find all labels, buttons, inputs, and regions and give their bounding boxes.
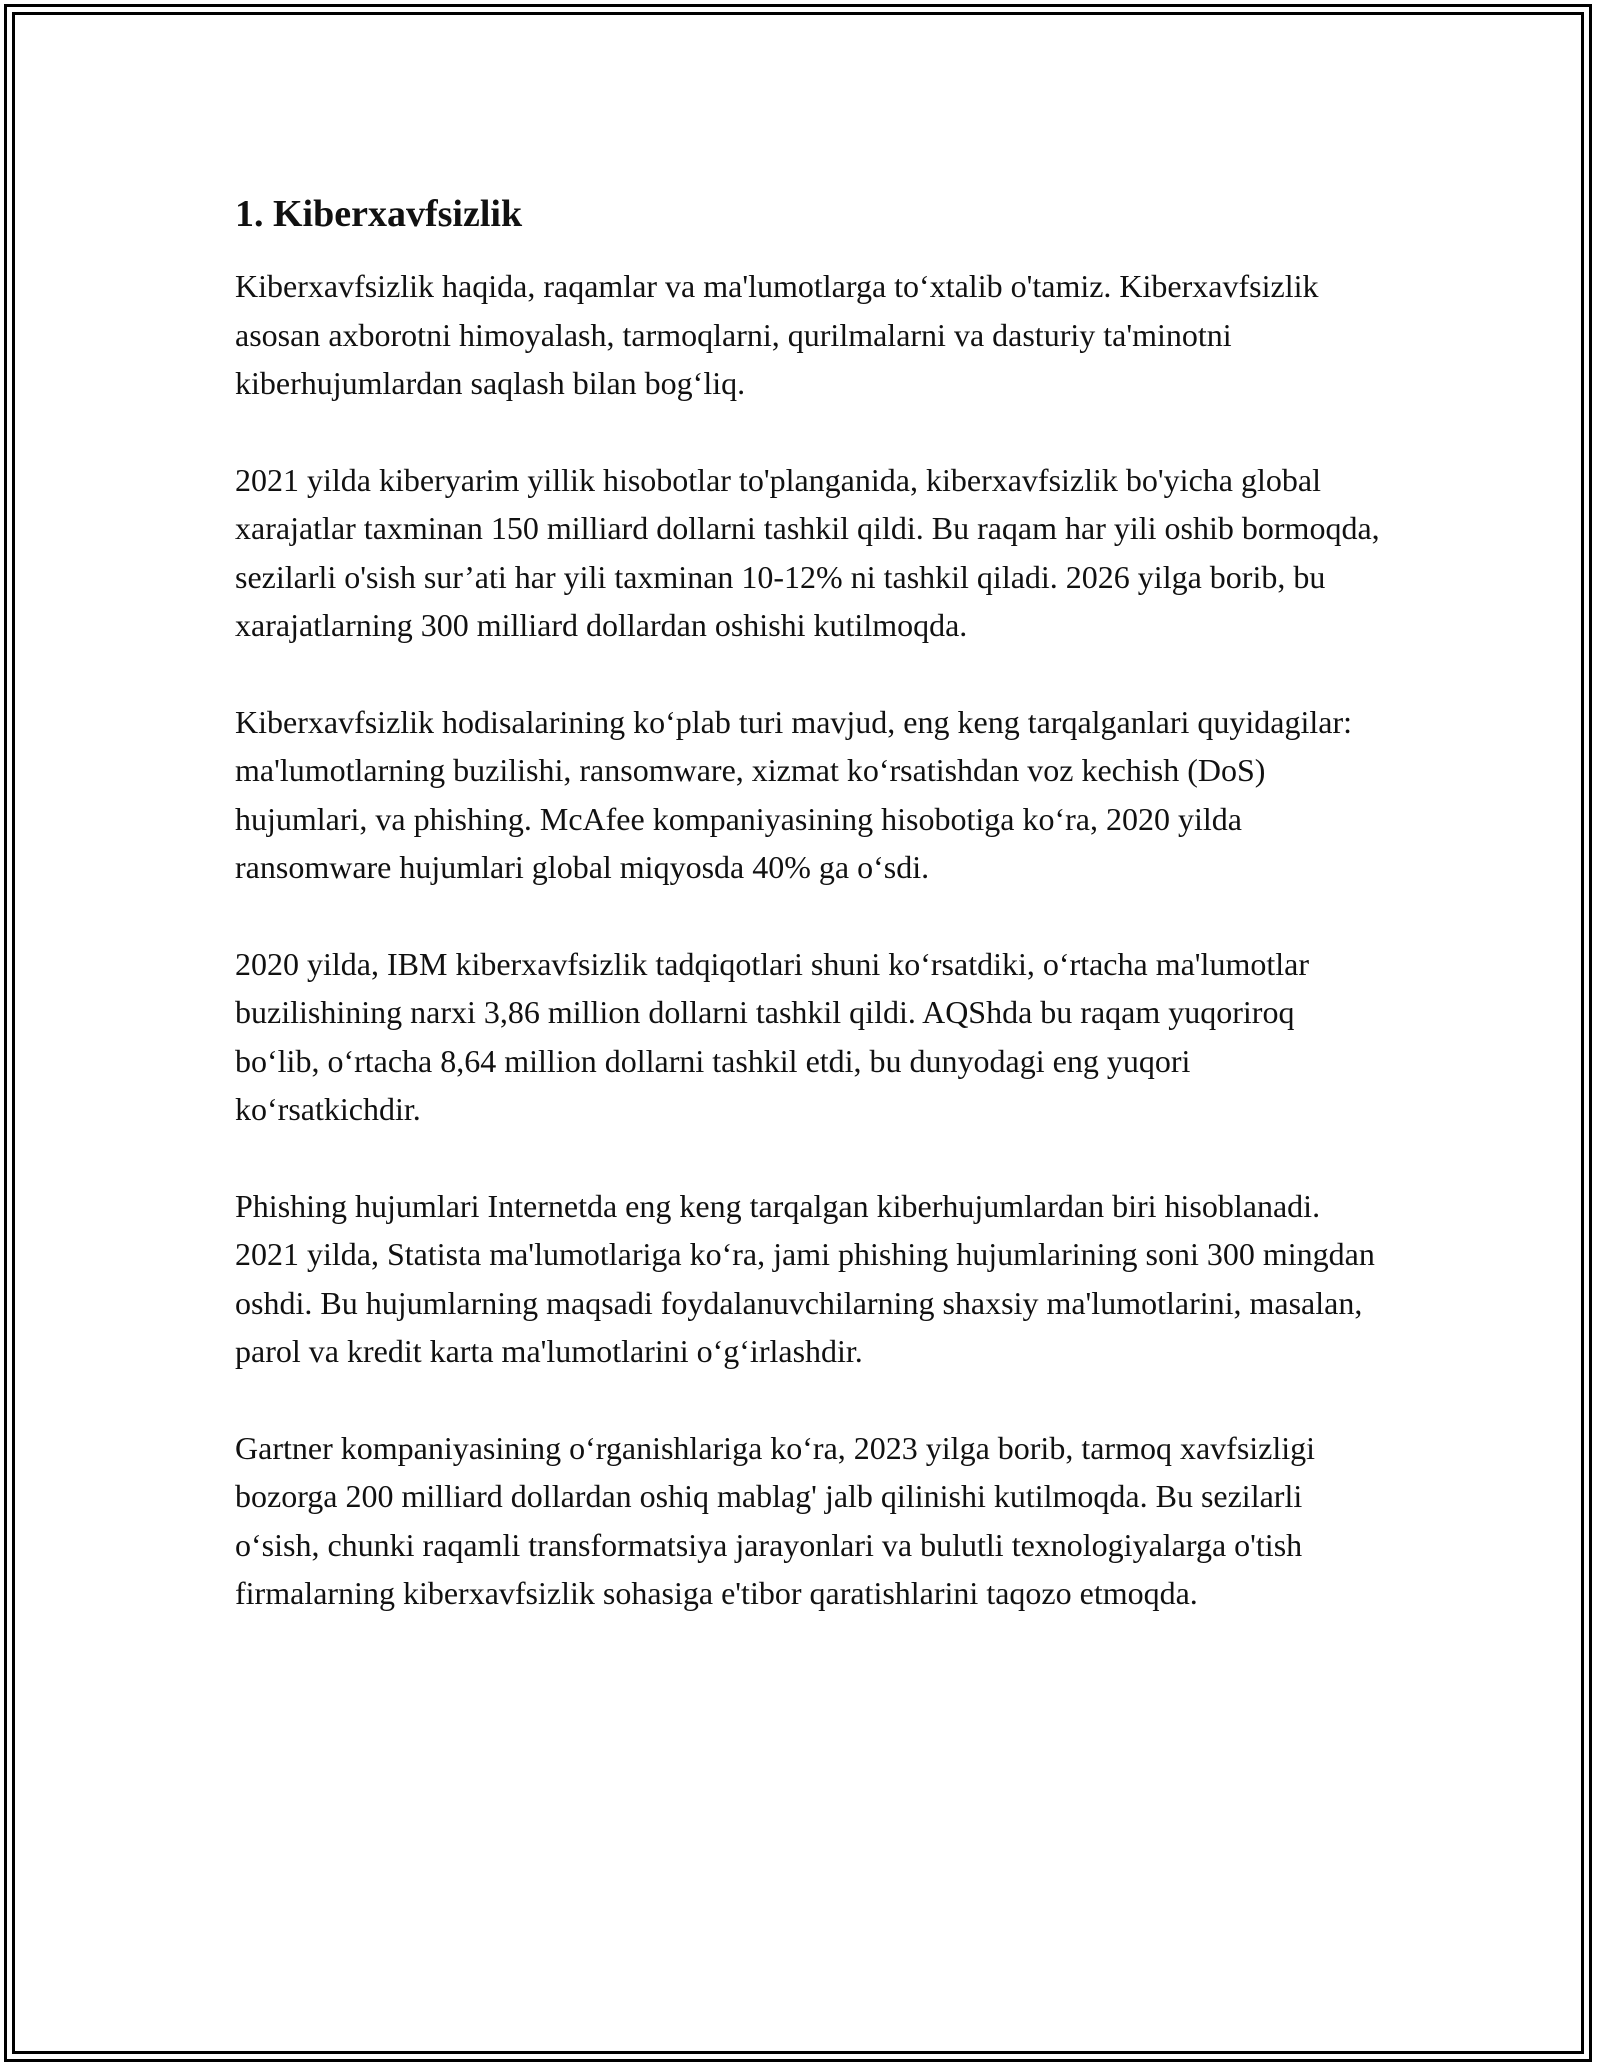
- paragraph-intro: Kiberxavfsizlik haqida, raqamlar va ma'lumotlarga to‘xtalib o'tamiz. Kiberxavfsizlik asosan axborotni himoyalash, tarmoqlarni, qurilmalarni va dasturiy ta'minotni kiberhujumlardan saqlash bilan bog‘liq.: [235, 268, 1319, 401]
- paragraph-phishing: Phishing hujumlari Internetda eng keng tarqalgan kiberhujumlardan biri hisoblanadi. 2021 yilda, Statista ma'lumotlariga ko‘ra, jami phishing hujumlarining soni 300 mingdan oshdi. Bu hujumlarning maqsadi foydalanuvchilarning shaxsiy ma'lumotlarini, masalan, parol va kredit karta ma'lumotlarini o‘g‘irlashdir.: [235, 1187, 1375, 1369]
- paragraph-spending: 2021 yilda kiberyarim yillik hisobotlar to'planganida, kiberxavfsizlik bo'yicha global xarajatlar taxminan 150 milliard dollarni tashkil qildi. Bu raqam har yili oshib bormoqda, sezilarli o'sish sur’ati har yili taxminan 10-12% ni tashkil qiladi. 2026 yilga borib, bu xarajatlarning 300 milliard dollardan oshishi kutilmoqda.: [235, 461, 1380, 643]
- paragraph-incident-types: Kiberxavfsizlik hodisalarining ko‘plab turi mavjud, eng keng tarqalganlari quyidagilar: ma'lumotlarning buzilishi, ransomware, xizmat ko‘rsatishdan voz kechish (DoS) hujumlari, va phishing. McAfee kompaniyasining hisobotiga ko‘ra, 2020 yilda ransomware hujumlari global miqyosda 40% ga o‘sdi.: [235, 703, 1353, 885]
- paragraph-breach-cost: 2020 yilda, IBM kiberxavfsizlik tadqiqotlari shuni ko‘rsatdiki, o‘rtacha ma'lumotlar buzilishining narxi 3,86 million dollarni tashkil qildi. AQShda bu raqam yuqoriroq bo‘lib, o‘rtacha 8,64 million dollarni tashkil etdi, bu dunyodagi eng yuqori ko‘rsatkichdir.: [235, 945, 1309, 1127]
- paragraph-market-forecast: Gartner kompaniyasining o‘rganishlariga ko‘ra, 2023 yilga borib, tarmoq xavfsizligi bozorga 200 milliard dollardan oshiq mablag' jalb qilinishi kutilmoqda. Bu sezilarli o‘sish, chunki raqamli transformatsiya jarayonlari va bulutli texnologiyalarga o'tish firmalarning kiberxavfsizlik sohasiga e'tibor qaratishlarini taqozo etmoqda.: [235, 1429, 1316, 1611]
- document-body: [235, 188, 1380, 1666]
- section-heading: 1. Kiberxavfsizlik: [235, 193, 523, 235]
